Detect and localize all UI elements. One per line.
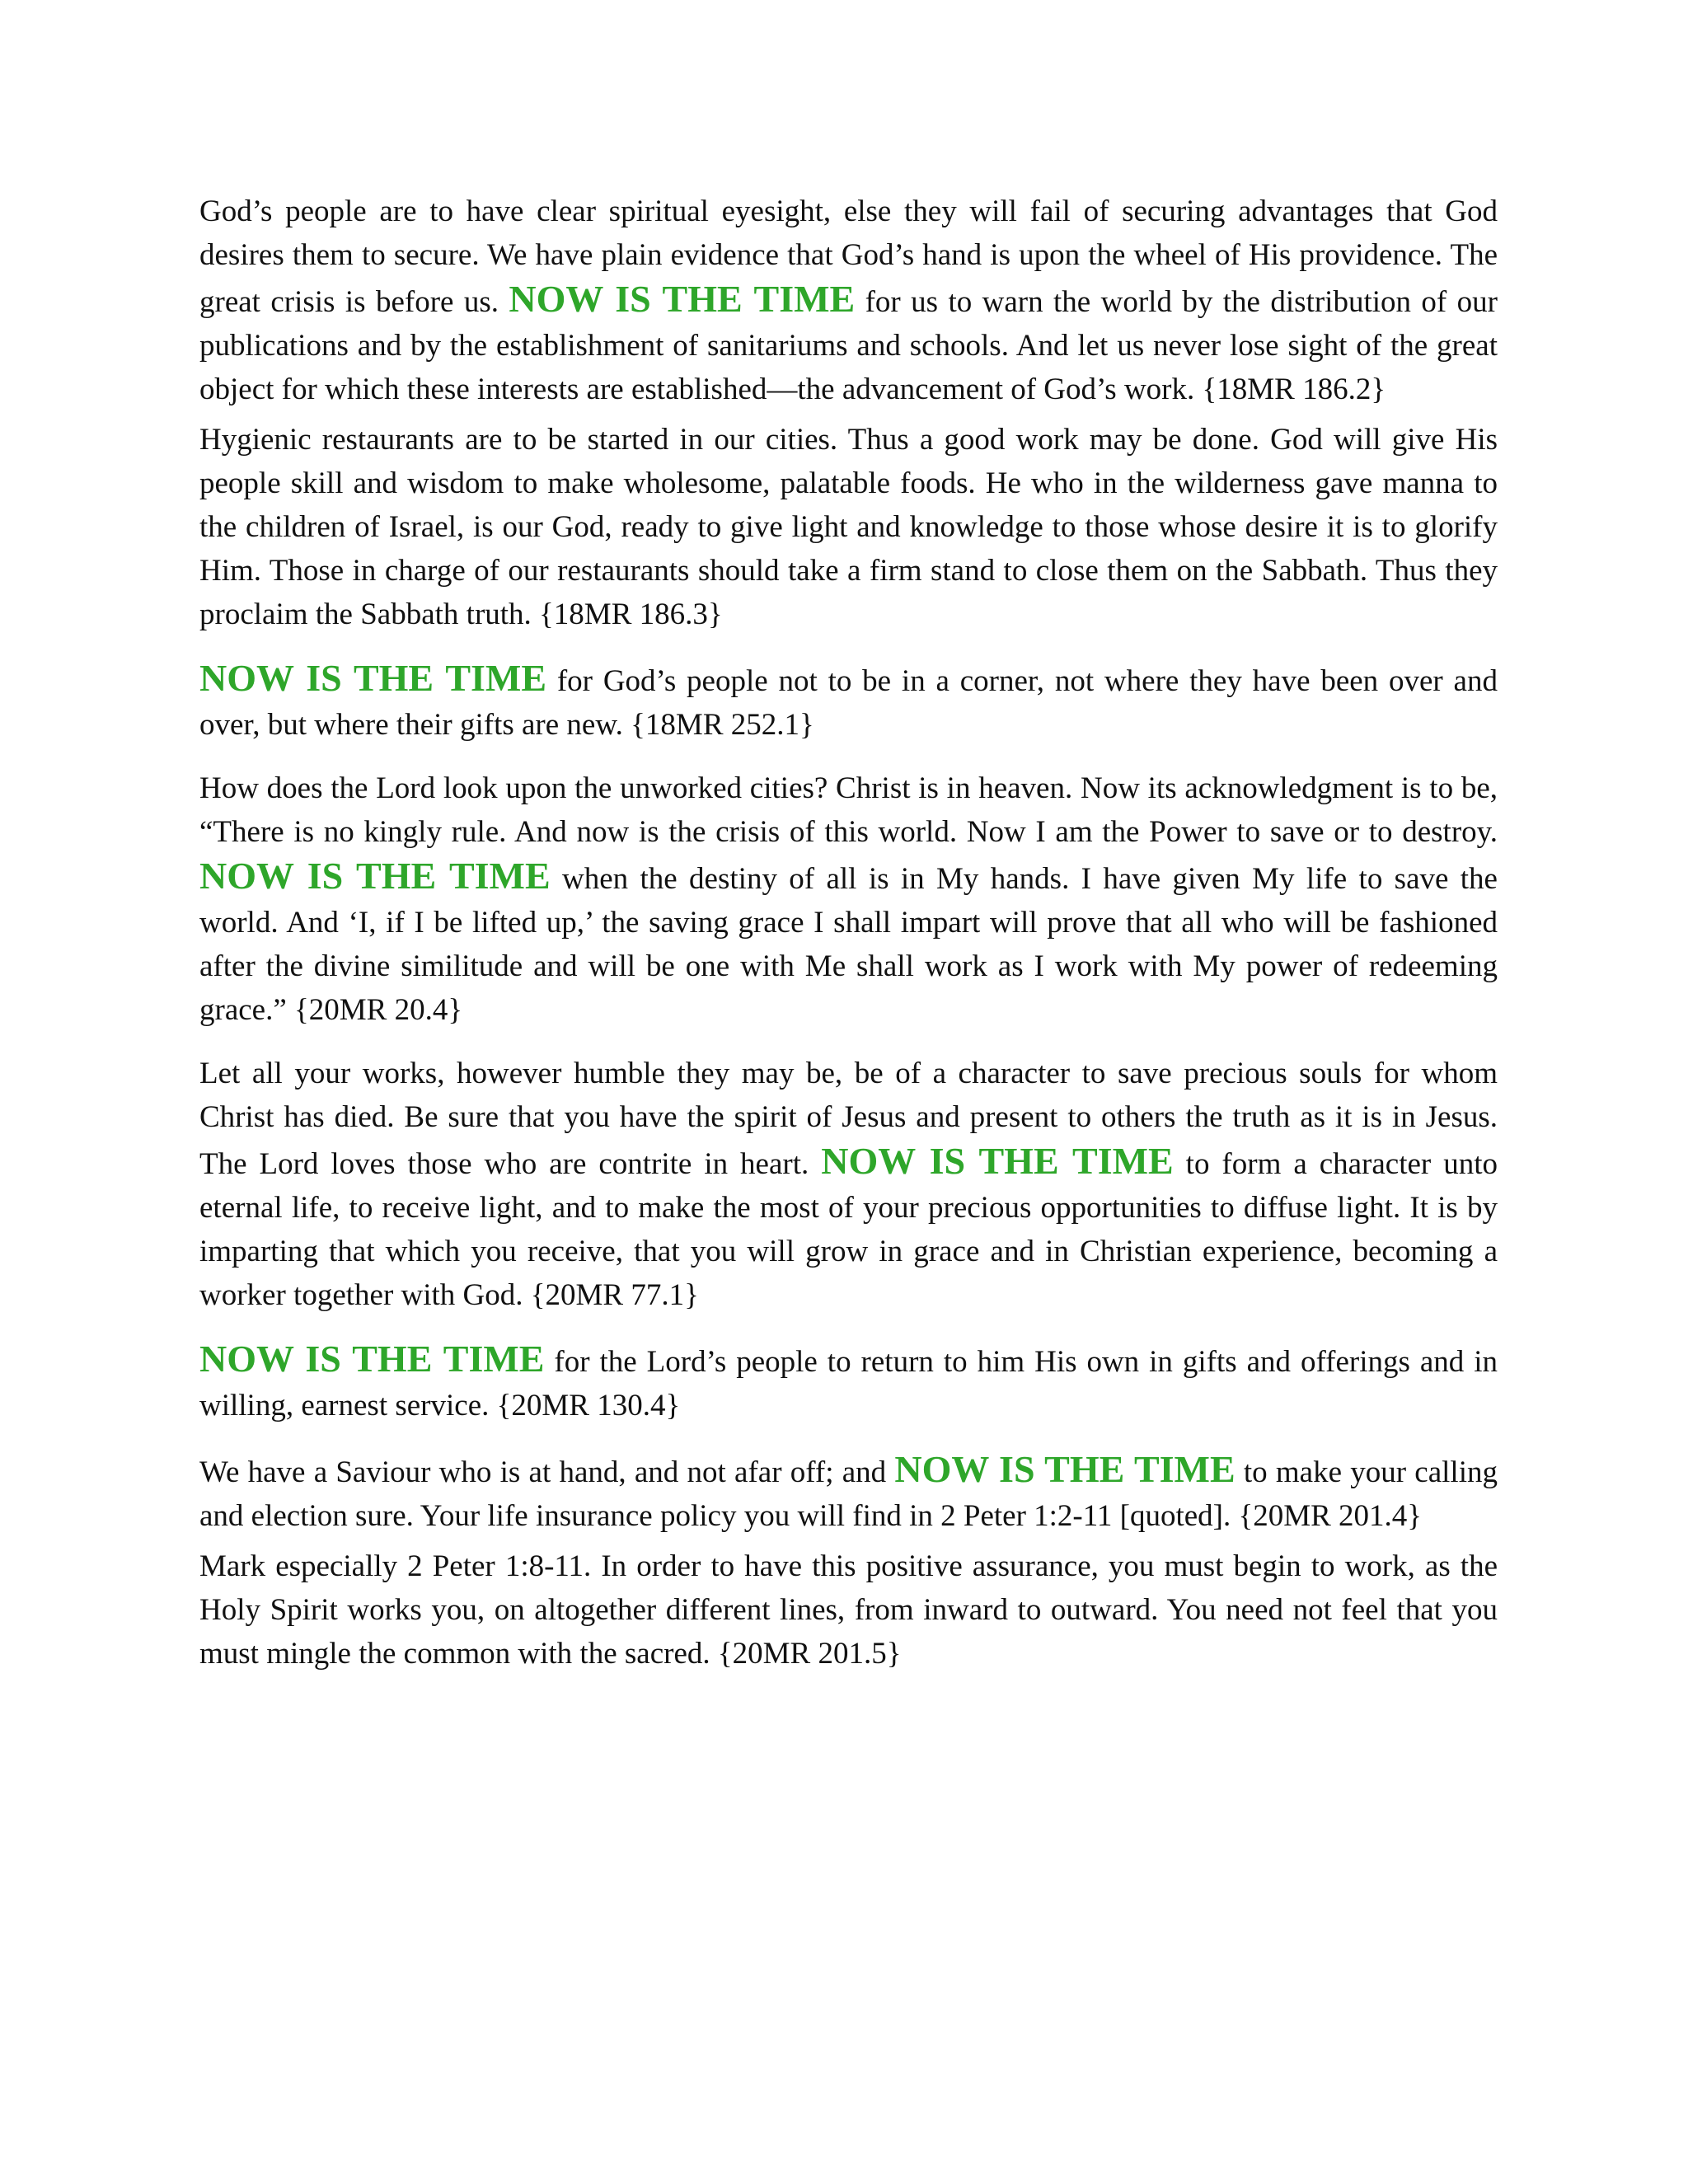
paragraph-18mr-252-1: [199, 656, 1498, 747]
now-is-the-time-highlight: NOW IS THE TIME: [199, 855, 551, 897]
paragraph-text: Hygienic restaurants are to be started in our cities. Thus a good work may be done. God will give His people skill and wisdom to make wholesome, palatable foods. He who in the wilderness gave manna to the children of Israel, is our God, ready to give light and knowledge to those whose desire it is to glorify Him. Those in charge of our restaurants should take a firm stand to close them on the Sabbath. Thus they proclaim the Sabbath truth. {18MR 186.3}: [199, 423, 1498, 631]
paragraph-text: when the destiny of all is in My hands. I have given My life to save the world. And ‘I, if I be lifted up,’ the saving grace I shall impart will prove that all who will be fashioned after the divine similitude and will be one with Me shall work as I work with My power of redeeming grace.” {20MR 20.4}: [199, 862, 1498, 1027]
paragraph-text: for God’s people not to be in a corner, not where they have been over and over, but where their gifts are new. {18MR 252.1}: [199, 664, 1498, 742]
paragraph-20mr-20-4: [199, 766, 1498, 1032]
paragraph-text: Mark especially 2 Peter 1:8-11. In order to have this positive assurance, you must begin to work, as the Holy Spirit works you, on altogether different lines, from inward to outward. You need not feel that you must mingle the common with the sacred. {20MR 201.5}: [199, 1549, 1498, 1671]
now-is-the-time-highlight: NOW IS THE TIME: [894, 1448, 1236, 1490]
paragraph-text: for us to warn the world by the distribution of our publications and by the establishment of sanitariums and schools. And let us never lose sight of the great object for which these interests are established—the advancement of God’s work. {18MR 186.2}: [199, 285, 1498, 406]
now-is-the-time-highlight: NOW IS THE TIME: [821, 1140, 1174, 1182]
now-is-the-time-highlight: NOW IS THE TIME: [199, 1338, 545, 1380]
paragraph-18mr-186-3: [199, 418, 1498, 636]
paragraph-text: God’s people are to have clear spiritual eyesight, else they will fail of securing advantages that God desires them to secure. We have plain evidence that God’s hand is upon the wheel of His providence. The great crisis is before us.: [199, 194, 1498, 319]
now-is-the-time-highlight: NOW IS THE TIME: [509, 278, 856, 320]
now-is-the-time-highlight: NOW IS THE TIME: [199, 657, 547, 699]
paragraph-text: We have a Saviour who is at hand, and not afar off; and: [199, 1455, 895, 1489]
paragraph-text: How does the Lord look upon the unworked cities? Christ is in heaven. Now its acknowledgment is to be, “There is no kingly rule. And now is the crisis of this world. Now I am the Power to save or to destroy.: [199, 771, 1498, 849]
paragraph-20mr-130-4: [199, 1337, 1498, 1427]
document-body: [199, 190, 1498, 1675]
paragraph-20mr-77-1: [199, 1052, 1498, 1317]
paragraph-20mr-201-4: [199, 1447, 1498, 1538]
paragraph-text: for the Lord’s people to return to him His own in gifts and offerings and in willing, earnest service. {20MR 130.4}: [199, 1345, 1498, 1422]
paragraph-18mr-186-2: [199, 190, 1498, 411]
paragraph-text: Let all your works, however humble they may be, be of a character to save precious souls for whom Christ has died. Be sure that you have the spirit of Jesus and present to others the truth as it is in Jesus. The Lord loves those who are contrite in heart.: [199, 1057, 1498, 1181]
paragraph-text: to form a character unto eternal life, to receive light, and to make the most of your precious opportunities to diffuse light. It is by imparting that which you receive, that you will grow in grace and in Christian experience, becoming a worker together with God. {20MR 77.1}: [199, 1147, 1498, 1312]
paragraph-20mr-201-5: [199, 1544, 1498, 1675]
paragraph-text: to make your calling and election sure. Your life insurance policy you will find in 2 Peter 1:2-11 [quoted]. {20MR 201.4}: [199, 1455, 1498, 1533]
